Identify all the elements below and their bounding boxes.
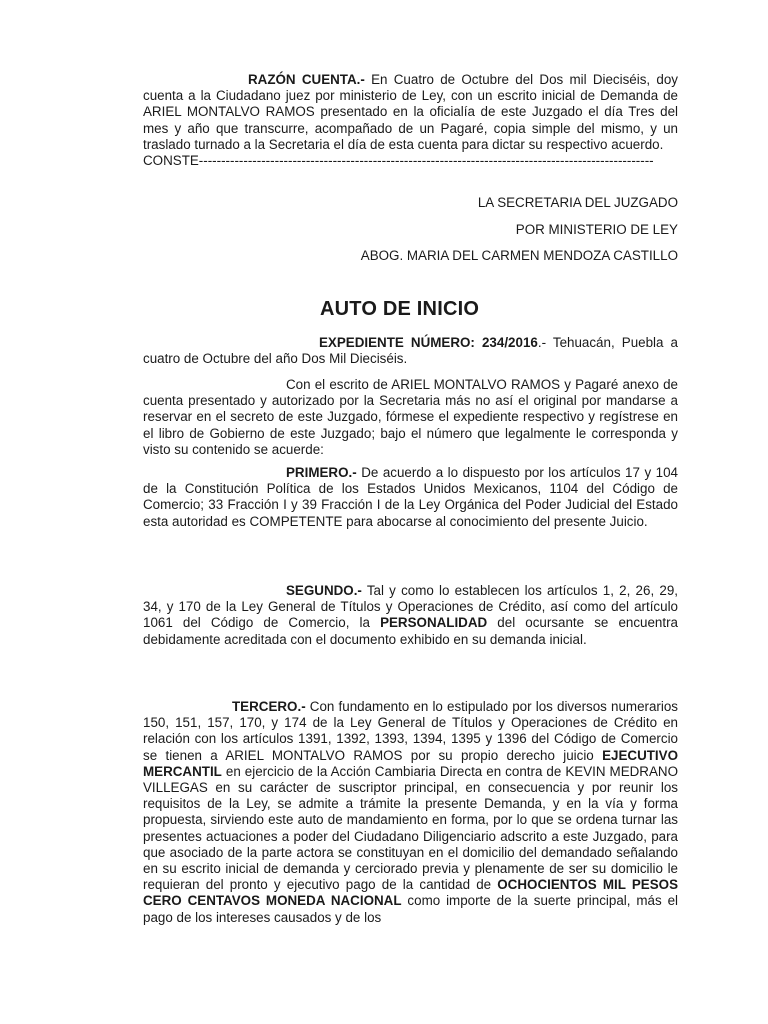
- expediente-paragraph: [143, 335, 678, 367]
- tercero-label: TERCERO.-: [232, 699, 306, 714]
- expediente-label: EXPEDIENTE NÚMERO: 234/2016: [319, 335, 538, 350]
- razon-cuenta-text: En Cuatro de Octubre del Dos mil Dieciséis, doy cuenta a la Ciudadano juez por ministerio de Ley, con un escrito inicial de Demanda de ARIEL MONTALVO RAMOS presentado en la oficialía de este Juzgado el día Tres del mes y año que transcurre, acompañado de un Pagaré, copia simple del mismo, y un traslado turnado a la Secretaria el día de esta cuenta para dictar su respectivo acuerdo.: [143, 72, 678, 152]
- segundo-paragraph: [143, 583, 678, 648]
- personalidad-bold: PERSONALIDAD: [380, 615, 488, 631]
- segundo-text-2: del ocursante se encuentra debidamente acreditada con el documento exhibido en su demanda inicial.: [143, 615, 678, 647]
- intro-text: Con el escrito de ARIEL MONTALVO RAMOS y Pagaré anexo de cuenta presentado y autorizado por la Secretaria más no así el original por mandarse a reservar en el secreto de este Juzgado, fórmese el expediente respectivo y regístrese en el libro de Gobierno de este Juzgado; bajo el número que legalmente le corresponda y visto su contenido se acuerde:: [143, 377, 678, 457]
- signature-title: LA SECRETARIA DEL JUZGADO: [477, 195, 678, 210]
- tercero-text-2: en ejercicio de la Acción Cambiaria Directa en contra de KEVIN MEDRANO VILLEGAS en su carácter de suscriptor principal, en consecuencia y por reunir los requisitos de la Ley, se admite a trámite la presente Demanda, y en la vía y forma propuesta, sirviendo este auto de mandamiento en forma, por lo que se ordena turnar las presentes actuaciones a poder del Ciudadano Diligenciario adscrito a este Juzgado, para que asociado de la parte actora se constituyan en el domicilio del demandado señalando en su escrito inicial de demanda y cerciorado previa y plenamente de ser su domicilio le requieran del pronto y ejecutivo pago de la cantidad de: [143, 763, 678, 893]
- primero-text: De acuerdo a lo dispuesto por los artículos 17 y 104 de la Constitución Política de los Estados Unidos Mexicanos, 1104 del Código de Comercio; 33 Fracción I y 39 Fracción I de la Ley Orgánica del Poder Judicial del Estado esta autoridad es COMPETENTE para abocarse al conocimiento del presente Juicio.: [143, 465, 678, 529]
- tercero-paragraph: [143, 699, 678, 926]
- razon-cuenta-label: RAZÓN CUENTA.-: [248, 72, 365, 87]
- amount-bold: OCHOCIENTOS MIL PESOS CERO CENTAVOS MONEDA NACIONAL: [143, 877, 679, 909]
- segundo-label: SEGUNDO.-: [286, 583, 362, 598]
- primero-label: PRIMERO.-: [286, 465, 357, 480]
- ejecutivo-mercantil-bold: EJECUTIVO MERCANTIL: [143, 747, 678, 779]
- signature-name: ABOG. MARIA DEL CARMEN MENDOZA CASTILLO: [360, 248, 678, 263]
- expediente-text: .- Tehuacán, Puebla a cuatro de Octubre del año Dos Mil Dieciséis.: [143, 335, 678, 367]
- tercero-text-3: como importe de la suerte principal, más el pago de los intereses causados y de los: [143, 893, 679, 925]
- primero-paragraph: [143, 465, 678, 530]
- auto-de-inicio-title: AUTO DE INICIO: [320, 298, 480, 320]
- segundo-text-1: Tal y como lo establecen los artículos 1, 2, 26, 29, 34, y 170 de la Ley General de Títulos y Operaciones de Crédito, así como del artículo 1061 del Código de Comercio, la: [143, 583, 678, 631]
- razon-cuenta-paragraph: [143, 72, 678, 169]
- signature-subtitle: POR MINISTERIO DE LEY: [515, 222, 678, 237]
- conste-line: CONSTE------------------------------------------------------------------------------------------------------: [143, 153, 654, 169]
- intro-paragraph: [143, 377, 678, 458]
- tercero-text-1: Con fundamento en lo estipulado por los diversos numerarios 150, 151, 157, 170, y 174 de la Ley General de Títulos y Operaciones de Crédito en relación con los artículos 1391, 1392, 1393, 1394, 1395 y 1396 del Código de Comercio se tienen a ARIEL MONTALVO RAMOS por su propio derecho juicio: [143, 699, 678, 763]
